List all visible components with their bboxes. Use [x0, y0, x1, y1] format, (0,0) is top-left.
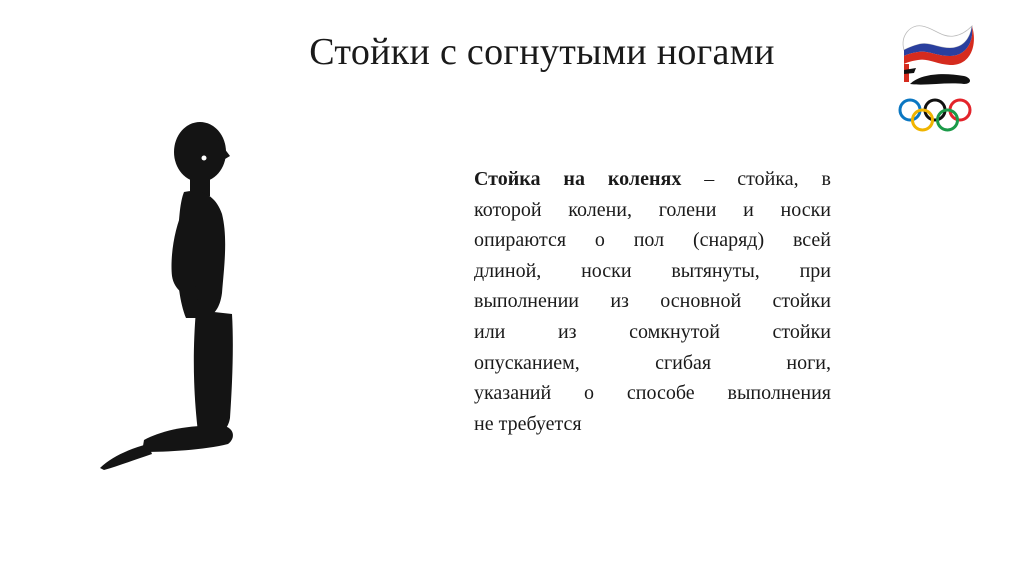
definition-line: указаний о способе выполнения: [474, 382, 831, 405]
olympic-committee-logo-icon: [890, 18, 980, 136]
kneeling-gymnast-silhouette-icon: [92, 118, 252, 480]
definition-line: опираются о пол (снаряд) всей: [474, 229, 831, 252]
slide-title: Стойки с согнутыми ногами: [309, 31, 775, 73]
definition-line-1-rest: – стойка, в: [681, 168, 832, 190]
definition-line: не требуется: [474, 412, 582, 435]
definition-line: выполнении из основной стойки: [474, 290, 831, 313]
definition-text: [474, 164, 831, 439]
definition-line: длиной, носки вытянуты, при: [474, 259, 831, 282]
definition-line: которой колени, голени и носки: [474, 198, 831, 221]
definition-line: опусканием, сгибая ноги,: [474, 351, 831, 374]
definition-term: Стойка на коленях: [474, 168, 682, 190]
definition-line-1: [474, 164, 831, 195]
definition-line: или из сомкнутой стойки: [474, 320, 831, 343]
